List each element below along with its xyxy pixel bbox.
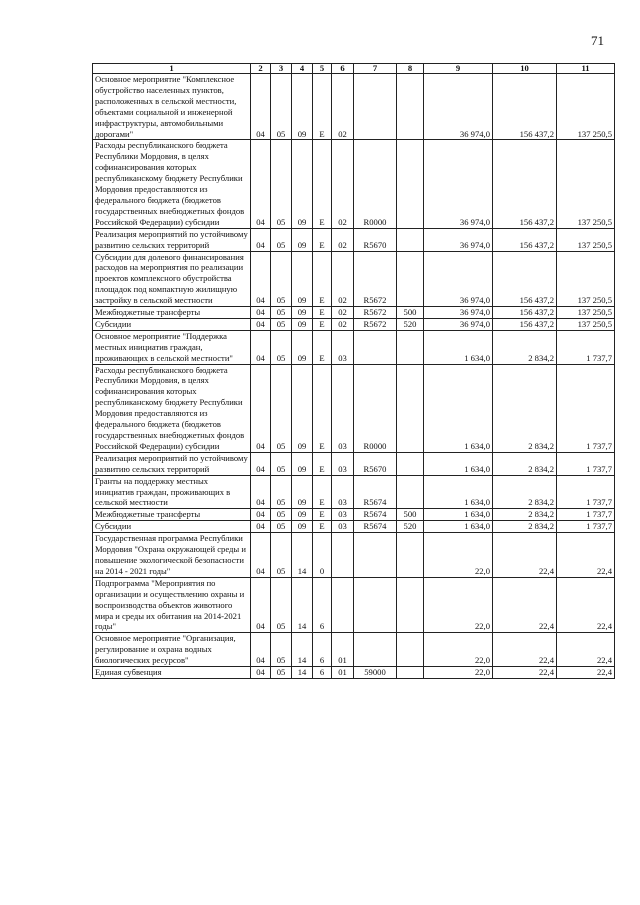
row-name-cell: Основное мероприятие "Поддержка местных инициатив граждан, проживающих в сельской местности" bbox=[93, 330, 251, 364]
amount-cell-c9: 36 974,0 bbox=[424, 307, 493, 319]
row-name-cell: Основное мероприятие "Организация, регулирование и охрана водных биологических ресурсов" bbox=[93, 633, 251, 667]
amount-cell-c10: 156 437,2 bbox=[493, 251, 557, 307]
amount-cell-c10: 156 437,2 bbox=[493, 228, 557, 251]
code-cell-c6 bbox=[332, 577, 354, 633]
row-name-cell: Единая субвенция bbox=[93, 667, 251, 679]
column-header-4: 4 bbox=[292, 64, 313, 74]
amount-cell-c11: 1 737,7 bbox=[557, 364, 615, 452]
row-name-cell: Межбюджетные трансферты bbox=[93, 307, 251, 319]
table-body bbox=[93, 74, 615, 679]
code-cell-c8 bbox=[397, 667, 424, 679]
code-cell-c6: 01 bbox=[332, 667, 354, 679]
row-name-cell: Государственная программа Республики Мордовия "Охрана окружающей среды и повышение экологической безопасности на 2014 - 2021 годы" bbox=[93, 533, 251, 578]
amount-cell-c10: 2 834,2 bbox=[493, 330, 557, 364]
code-cell-c8: 500 bbox=[397, 307, 424, 319]
code-cell-c7: R0000 bbox=[354, 140, 397, 228]
amount-cell-c10: 22,4 bbox=[493, 533, 557, 578]
table-row bbox=[93, 307, 615, 319]
code-cell-c6: 02 bbox=[332, 228, 354, 251]
code-cell-c5: 6 bbox=[313, 667, 332, 679]
code-cell-c5: Е bbox=[313, 307, 332, 319]
code-cell-c2: 04 bbox=[251, 577, 271, 633]
amount-cell-c10: 2 834,2 bbox=[493, 475, 557, 509]
code-cell-c3: 05 bbox=[271, 307, 292, 319]
code-cell-c2: 04 bbox=[251, 452, 271, 475]
code-cell-c5: Е bbox=[313, 140, 332, 228]
code-cell-c4: 14 bbox=[292, 667, 313, 679]
row-name-cell: Основное мероприятие "Комплексное обустройство населенных пунктов, расположенных в сельской местности, объектами социальной и инженерной инфраструктуры, автомобильными дорогами" bbox=[93, 74, 251, 140]
column-header-1: 1 bbox=[93, 64, 251, 74]
code-cell-c6: 02 bbox=[332, 318, 354, 330]
column-header-11: 11 bbox=[557, 64, 615, 74]
column-header-5: 5 bbox=[313, 64, 332, 74]
code-cell-c5: Е bbox=[313, 475, 332, 509]
code-cell-c4: 09 bbox=[292, 452, 313, 475]
code-cell-c5: 0 bbox=[313, 533, 332, 578]
amount-cell-c9: 1 634,0 bbox=[424, 521, 493, 533]
code-cell-c3: 05 bbox=[271, 251, 292, 307]
amount-cell-c11: 22,4 bbox=[557, 667, 615, 679]
code-cell-c8 bbox=[397, 452, 424, 475]
code-cell-c4: 09 bbox=[292, 251, 313, 307]
code-cell-c4: 09 bbox=[292, 140, 313, 228]
code-cell-c4: 14 bbox=[292, 533, 313, 578]
page-number: 71 bbox=[591, 33, 604, 48]
code-cell-c4: 09 bbox=[292, 74, 313, 140]
table-row bbox=[93, 577, 615, 633]
code-cell-c7: R0000 bbox=[354, 364, 397, 452]
table-row bbox=[93, 521, 615, 533]
code-cell-c2: 04 bbox=[251, 533, 271, 578]
amount-cell-c10: 22,4 bbox=[493, 667, 557, 679]
code-cell-c6: 01 bbox=[332, 633, 354, 667]
amount-cell-c10: 22,4 bbox=[493, 577, 557, 633]
table-row bbox=[93, 475, 615, 509]
code-cell-c8 bbox=[397, 533, 424, 578]
amount-cell-c9: 1 634,0 bbox=[424, 364, 493, 452]
table-row bbox=[93, 509, 615, 521]
table-header-row bbox=[93, 64, 615, 74]
code-cell-c8 bbox=[397, 633, 424, 667]
row-name-cell: Гранты на поддержку местных инициатив граждан, проживающих в сельской местности bbox=[93, 475, 251, 509]
code-cell-c3: 05 bbox=[271, 364, 292, 452]
row-name-cell: Субсидии для долевого финансирования расходов на мероприятия по реализации проектов комплексного обустройства площадок под компактную жилищную застройку в сельской местности bbox=[93, 251, 251, 307]
amount-cell-c11: 137 250,5 bbox=[557, 318, 615, 330]
code-cell-c7 bbox=[354, 633, 397, 667]
code-cell-c2: 04 bbox=[251, 509, 271, 521]
code-cell-c8 bbox=[397, 475, 424, 509]
code-cell-c5: Е bbox=[313, 74, 332, 140]
code-cell-c2: 04 bbox=[251, 633, 271, 667]
code-cell-c7: 59000 bbox=[354, 667, 397, 679]
code-cell-c2: 04 bbox=[251, 74, 271, 140]
code-cell-c6: 02 bbox=[332, 140, 354, 228]
amount-cell-c10: 156 437,2 bbox=[493, 74, 557, 140]
amount-cell-c11: 1 737,7 bbox=[557, 509, 615, 521]
code-cell-c2: 04 bbox=[251, 318, 271, 330]
table-row bbox=[93, 318, 615, 330]
amount-cell-c9: 36 974,0 bbox=[424, 74, 493, 140]
code-cell-c7 bbox=[354, 577, 397, 633]
row-name-cell: Расходы республиканского бюджета Республики Мордовия, в целях софинансирования которых республиканскому бюджету Республики Мордовия предоставляются из федерального бюджета (бюджетов государственных внебюджетных фондов Российской Федерации) субсидии bbox=[93, 364, 251, 452]
table-row bbox=[93, 228, 615, 251]
amount-cell-c9: 22,0 bbox=[424, 667, 493, 679]
code-cell-c5: Е bbox=[313, 509, 332, 521]
code-cell-c7: R5670 bbox=[354, 228, 397, 251]
row-name-cell: Субсидии bbox=[93, 521, 251, 533]
code-cell-c3: 05 bbox=[271, 140, 292, 228]
code-cell-c3: 05 bbox=[271, 74, 292, 140]
code-cell-c6: 02 bbox=[332, 251, 354, 307]
code-cell-c6: 02 bbox=[332, 74, 354, 140]
code-cell-c4: 09 bbox=[292, 330, 313, 364]
amount-cell-c9: 22,0 bbox=[424, 577, 493, 633]
row-name-cell: Расходы республиканского бюджета Республики Мордовия, в целях софинансирования которых республиканскому бюджету Республики Мордовия предоставляются из федерального бюджета (бюджетов государственных внебюджетных фондов Российской Федерации) субсидии bbox=[93, 140, 251, 228]
code-cell-c6: 03 bbox=[332, 475, 354, 509]
code-cell-c4: 09 bbox=[292, 228, 313, 251]
code-cell-c2: 04 bbox=[251, 364, 271, 452]
code-cell-c4: 09 bbox=[292, 307, 313, 319]
code-cell-c5: Е bbox=[313, 228, 332, 251]
code-cell-c5: Е bbox=[313, 251, 332, 307]
code-cell-c5: Е bbox=[313, 330, 332, 364]
table-row bbox=[93, 74, 615, 140]
amount-cell-c10: 2 834,2 bbox=[493, 452, 557, 475]
code-cell-c4: 09 bbox=[292, 521, 313, 533]
code-cell-c8 bbox=[397, 251, 424, 307]
amount-cell-c10: 2 834,2 bbox=[493, 521, 557, 533]
code-cell-c5: 6 bbox=[313, 577, 332, 633]
amount-cell-c9: 22,0 bbox=[424, 633, 493, 667]
amount-cell-c11: 1 737,7 bbox=[557, 475, 615, 509]
amount-cell-c9: 1 634,0 bbox=[424, 330, 493, 364]
amount-cell-c11: 137 250,5 bbox=[557, 74, 615, 140]
budget-table bbox=[92, 63, 615, 679]
code-cell-c8: 500 bbox=[397, 509, 424, 521]
code-cell-c5: Е bbox=[313, 364, 332, 452]
amount-cell-c11: 1 737,7 bbox=[557, 330, 615, 364]
amount-cell-c11: 22,4 bbox=[557, 577, 615, 633]
column-header-10: 10 bbox=[493, 64, 557, 74]
amount-cell-c11: 22,4 bbox=[557, 533, 615, 578]
amount-cell-c11: 1 737,7 bbox=[557, 452, 615, 475]
amount-cell-c9: 1 634,0 bbox=[424, 475, 493, 509]
code-cell-c6: 03 bbox=[332, 452, 354, 475]
column-header-3: 3 bbox=[271, 64, 292, 74]
code-cell-c6: 03 bbox=[332, 509, 354, 521]
code-cell-c7 bbox=[354, 330, 397, 364]
table-row bbox=[93, 452, 615, 475]
code-cell-c7: R5674 bbox=[354, 509, 397, 521]
code-cell-c3: 05 bbox=[271, 330, 292, 364]
code-cell-c5: Е bbox=[313, 452, 332, 475]
code-cell-c7: R5672 bbox=[354, 318, 397, 330]
code-cell-c7 bbox=[354, 533, 397, 578]
code-cell-c7: R5674 bbox=[354, 475, 397, 509]
amount-cell-c11: 22,4 bbox=[557, 633, 615, 667]
code-cell-c2: 04 bbox=[251, 667, 271, 679]
amount-cell-c9: 36 974,0 bbox=[424, 318, 493, 330]
code-cell-c3: 05 bbox=[271, 318, 292, 330]
code-cell-c3: 05 bbox=[271, 633, 292, 667]
code-cell-c4: 09 bbox=[292, 318, 313, 330]
table-row bbox=[93, 330, 615, 364]
row-name-cell: Межбюджетные трансферты bbox=[93, 509, 251, 521]
code-cell-c8 bbox=[397, 577, 424, 633]
amount-cell-c10: 156 437,2 bbox=[493, 318, 557, 330]
code-cell-c8 bbox=[397, 228, 424, 251]
table-row bbox=[93, 364, 615, 452]
code-cell-c3: 05 bbox=[271, 452, 292, 475]
amount-cell-c11: 137 250,5 bbox=[557, 140, 615, 228]
code-cell-c3: 05 bbox=[271, 509, 292, 521]
row-name-cell: Реализация мероприятий по устойчивому развитию сельских территорий bbox=[93, 228, 251, 251]
code-cell-c6: 03 bbox=[332, 364, 354, 452]
code-cell-c4: 14 bbox=[292, 633, 313, 667]
amount-cell-c10: 2 834,2 bbox=[493, 509, 557, 521]
amount-cell-c9: 36 974,0 bbox=[424, 140, 493, 228]
column-header-7: 7 bbox=[354, 64, 397, 74]
amount-cell-c9: 36 974,0 bbox=[424, 251, 493, 307]
column-header-2: 2 bbox=[251, 64, 271, 74]
code-cell-c4: 09 bbox=[292, 364, 313, 452]
amount-cell-c11: 137 250,5 bbox=[557, 307, 615, 319]
code-cell-c3: 05 bbox=[271, 533, 292, 578]
amount-cell-c9: 1 634,0 bbox=[424, 452, 493, 475]
amount-cell-c9: 36 974,0 bbox=[424, 228, 493, 251]
code-cell-c6 bbox=[332, 533, 354, 578]
code-cell-c2: 04 bbox=[251, 251, 271, 307]
code-cell-c7: R5674 bbox=[354, 521, 397, 533]
amount-cell-c10: 156 437,2 bbox=[493, 140, 557, 228]
code-cell-c5: Е bbox=[313, 318, 332, 330]
code-cell-c5: 6 bbox=[313, 633, 332, 667]
code-cell-c5: Е bbox=[313, 521, 332, 533]
table-row bbox=[93, 633, 615, 667]
table-row bbox=[93, 251, 615, 307]
code-cell-c2: 04 bbox=[251, 140, 271, 228]
code-cell-c7: R5672 bbox=[354, 307, 397, 319]
code-cell-c8 bbox=[397, 140, 424, 228]
code-cell-c4: 14 bbox=[292, 577, 313, 633]
amount-cell-c10: 2 834,2 bbox=[493, 364, 557, 452]
code-cell-c3: 05 bbox=[271, 667, 292, 679]
code-cell-c3: 05 bbox=[271, 475, 292, 509]
row-name-cell: Подпрограмма "Мероприятия по организации и осуществлению охраны и воспроизводства объектов животного мира и среды их обитания на 2014-2021 годы" bbox=[93, 577, 251, 633]
code-cell-c2: 04 bbox=[251, 521, 271, 533]
code-cell-c8 bbox=[397, 74, 424, 140]
amount-cell-c11: 137 250,5 bbox=[557, 228, 615, 251]
code-cell-c2: 04 bbox=[251, 228, 271, 251]
column-header-8: 8 bbox=[397, 64, 424, 74]
code-cell-c8: 520 bbox=[397, 521, 424, 533]
amount-cell-c10: 22,4 bbox=[493, 633, 557, 667]
table-row bbox=[93, 667, 615, 679]
code-cell-c6: 02 bbox=[332, 307, 354, 319]
code-cell-c7: R5672 bbox=[354, 251, 397, 307]
amount-cell-c11: 1 737,7 bbox=[557, 521, 615, 533]
code-cell-c7: R5670 bbox=[354, 452, 397, 475]
table-row bbox=[93, 533, 615, 578]
amount-cell-c9: 1 634,0 bbox=[424, 509, 493, 521]
code-cell-c6: 03 bbox=[332, 521, 354, 533]
amount-cell-c10: 156 437,2 bbox=[493, 307, 557, 319]
code-cell-c6: 03 bbox=[332, 330, 354, 364]
code-cell-c4: 09 bbox=[292, 509, 313, 521]
code-cell-c7 bbox=[354, 74, 397, 140]
row-name-cell: Субсидии bbox=[93, 318, 251, 330]
table-row bbox=[93, 140, 615, 228]
code-cell-c8: 520 bbox=[397, 318, 424, 330]
code-cell-c3: 05 bbox=[271, 577, 292, 633]
code-cell-c8 bbox=[397, 364, 424, 452]
code-cell-c4: 09 bbox=[292, 475, 313, 509]
amount-cell-c11: 137 250,5 bbox=[557, 251, 615, 307]
row-name-cell: Реализация мероприятий по устойчивому развитию сельских территорий bbox=[93, 452, 251, 475]
code-cell-c2: 04 bbox=[251, 475, 271, 509]
code-cell-c3: 05 bbox=[271, 228, 292, 251]
amount-cell-c9: 22,0 bbox=[424, 533, 493, 578]
column-header-9: 9 bbox=[424, 64, 493, 74]
code-cell-c2: 04 bbox=[251, 307, 271, 319]
code-cell-c3: 05 bbox=[271, 521, 292, 533]
code-cell-c2: 04 bbox=[251, 330, 271, 364]
column-header-6: 6 bbox=[332, 64, 354, 74]
code-cell-c8 bbox=[397, 330, 424, 364]
